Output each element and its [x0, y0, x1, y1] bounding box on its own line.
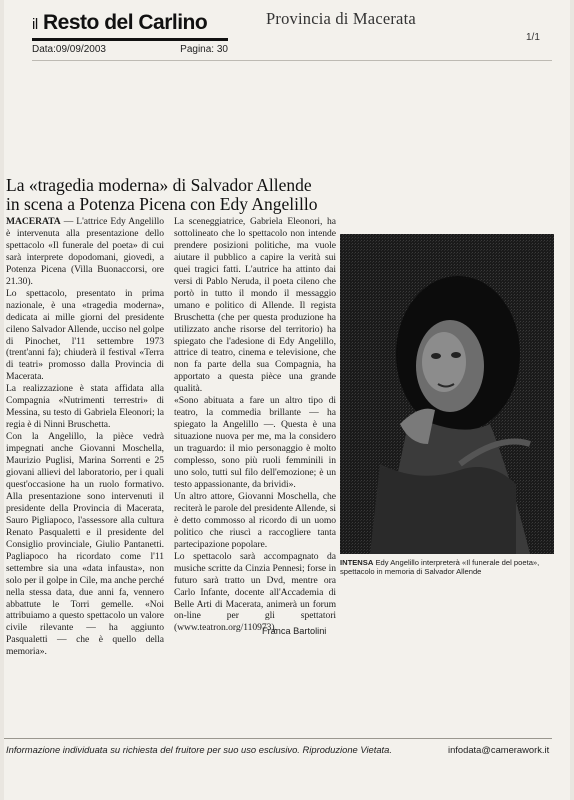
logo-name: Resto del Carlino	[43, 11, 208, 34]
headline-line-2: in scena a Potenza Picena con Edy Angelillo	[6, 194, 318, 214]
section-title: Provincia di Macerata	[266, 9, 416, 28]
clipping-page	[4, 0, 570, 800]
paragraph	[6, 216, 164, 288]
dateline: MACERATA	[6, 216, 61, 227]
caption-lead: INTENSA	[340, 558, 374, 567]
logo-prefix: il	[32, 16, 38, 33]
caption-text: Edy Angelillo interpreterà «Il funerale del poeta», spettacolo in memoria di Salvador Allende	[340, 558, 540, 577]
newspaper-masthead	[32, 12, 232, 62]
page-count: 1/1	[526, 32, 540, 43]
article-column-2	[174, 216, 336, 634]
paragraph-text: MACERATA — L'attrice Edy Angelillo è intervenuta alla presentazione dello spettacolo «Il funerale del poeta» di cui sarà interprete dopodomani, giovedì, a Potenza Picena (Villa Buonaccorsi, ore 21.30).	[6, 216, 164, 287]
masthead-meta	[32, 44, 228, 55]
date-label: Data:09/09/2003	[32, 44, 106, 55]
newspaper-logo	[32, 12, 232, 36]
paragraph: Lo spettacolo sarà accompagnato da musiche scritte da Cinzia Pennesi; forse in futuro sarà tratto un Dvd, mentre ora Carlo Infante, docente all'Accademia di Belle Arti di Macerata, animerà un forum on-line per gli spettatori (www.teatron.org/110973).	[174, 550, 336, 634]
page-label: Pagina: 30	[180, 44, 228, 55]
paragraph: «Sono abituata a fare un altro tipo di teatro, la commedia brillante — ha spiegato la Angelillo —. Questa è una situazione nuova per me, ma la considero un traguardo: il mio personaggio è molto complesso, sono più ruoli femminili in uno solo, tutti sul filo dell'emozione; è un testo appassionante, da brividi».	[174, 395, 336, 490]
footer-divider	[4, 738, 552, 739]
article-column-1	[6, 216, 164, 658]
paragraph: Un altro attore, Giovanni Moschella, che reciterà le parole del presidente Allende, si è detto commosso al ricordo di un uomo politico che riuscì a raccogliere tanta partecipazione popolare.	[174, 490, 336, 550]
actress-photo	[340, 234, 554, 554]
paragraph: Con la Angelillo, la pièce vedrà impegnati anche Giovanni Moschella, Maurizio Puglisi, Marina Sorrenti e 25 giovani allievi del laboratorio, per i quali quest'occasione ha un ruolo formativo. Alla presentazione sono intervenuti il presidente della Provincia di Macerata, Sauro Pigliapoco, l'assessore alla cultura Renato Pasqualetti e il presidente del Consiglio provinciale, Giulio Pantanetti. Pagliapoco ha ricordato come l'11 settembre sia una «data infausta», non solo per il golpe in Cile, ma anche perché nella stessa data, due anni fa, vennero abbattute le Torri gemelle. «Noi attribuiamo a questo spettacolo un valore civile rilevante — ha aggiunto Pasqualetti — che è quello della memoria».	[6, 431, 164, 658]
headline-line-1: La «tragedia moderna» di Salvador Allende	[6, 175, 312, 195]
header-divider	[32, 60, 552, 61]
paragraph: Lo spettacolo, presentato in prima nazionale, è una «tragedia moderna», dedicata ai mille giorni del presidente cileno Salvador Allende, ucciso nel golpe di Pinochet, l'11 settembre 1973 (trent'anni fa); chiuderà il festival «Terra di teatri» promosso dalla Provincia di Macerata.	[6, 287, 164, 383]
logo-rule	[32, 38, 228, 41]
photo-caption	[340, 558, 554, 577]
footer-email: infodata@camerawork.it	[448, 744, 550, 755]
author-byline: Franca Bartolini	[262, 626, 327, 636]
paragraph: La sceneggiatrice, Gabriela Eleonori, ha sottolineato che lo spettacolo non intende prendere posizioni politiche, ma vuole aiutare il pubblico a capire la verità sui quei tragici fatti. L'autrice ha attinto dai versi di Pablo Neruda, il poeta cileno che portò in tutto il mondo il messaggio umano e politico di Allende. Il regista Bruschetta (che per questa produzione ha utilizzato anche risorse del territorio) ha spiegato che l'adesione di Edy Angelillo, attrice di teatro, cinema e televisione, che non fa parte della sua Compagnia, ha apportato a questa pièce una grande qualità.	[174, 216, 336, 395]
article-headline	[6, 176, 366, 214]
footer-disclaimer: Informazione individuata su richiesta del fruitore per suo uso esclusivo. Riproduzione Vietata.	[6, 744, 392, 755]
photo-image	[340, 234, 554, 554]
paragraph: La realizzazione è stata affidata alla Compagnia «Nutrimenti terrestri» di Messina, su testo di Gabriela Eleonori; la regia è di Ninni Bruschetta.	[6, 383, 164, 431]
